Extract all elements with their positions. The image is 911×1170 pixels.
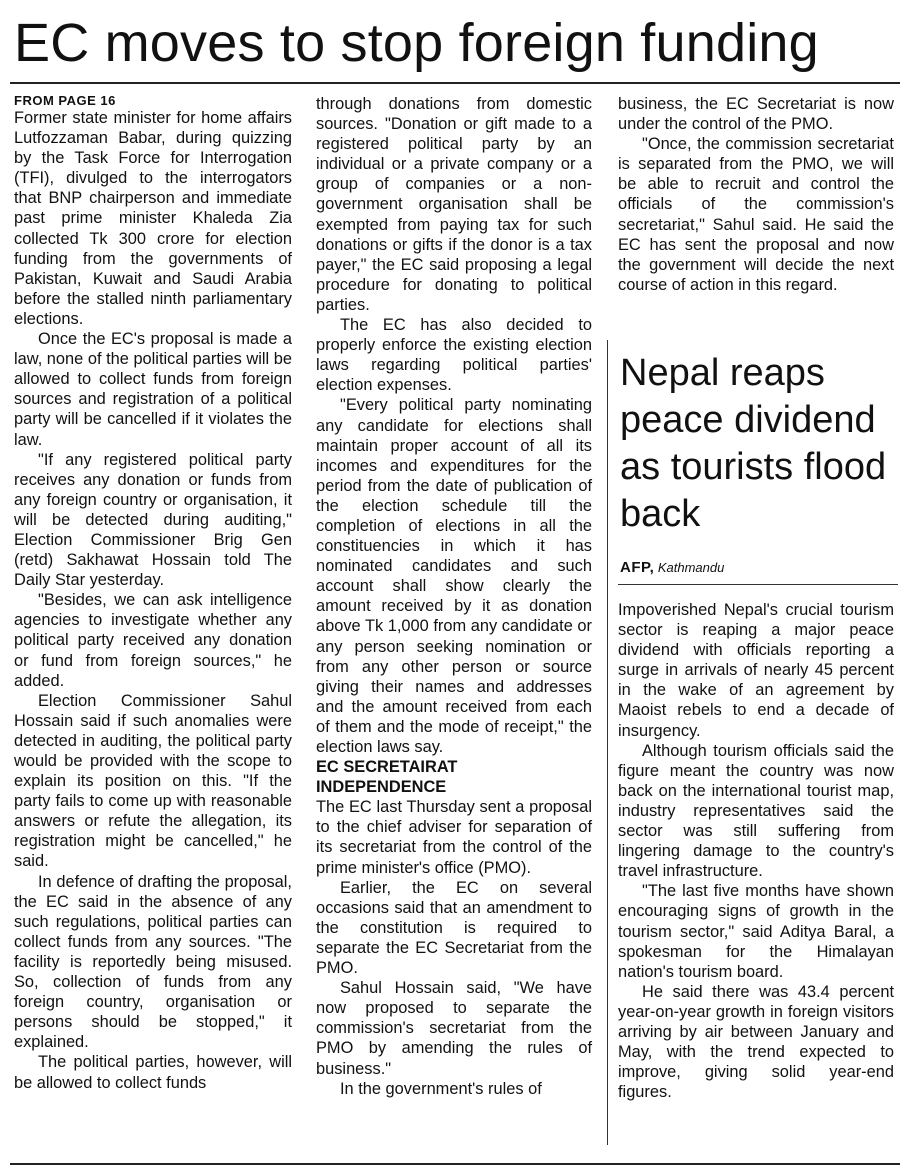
paragraph: Earlier, the EC on several occasions said that an amendment to the constitution is required to separate the EC Secretariat from the PMO. <box>316 878 592 978</box>
paragraph: Impoverished Nepal's crucial tourism sector is reaping a major peace dividend with officials reporting a surge in arrivals of nearly 45 percent in the wake of an agreement by Maoist rebels to end a decade of insurgency. <box>618 601 894 740</box>
paragraph: In the government's rules of <box>340 1079 542 1098</box>
section-subhead: EC SECRETAIRAT INDEPENDENCE <box>316 758 458 797</box>
paragraph: The EC has also decided to properly enforce the existing election laws regarding political parties' election expenses. <box>316 316 592 395</box>
paragraph: Although tourism officials said the figure meant the country was now back on the international tourist map, industry representatives said the sector was still suffering from lingering damage to the country's travel infrastructure. <box>618 741 894 881</box>
top-divider <box>10 82 900 84</box>
paragraph: business, the EC Secretariat is now under the control of the PMO. <box>618 95 894 134</box>
paragraph: "If any registered political party receives any donation or funds from any foreign country or organisation, it will be detected during auditing," Election Commissioner Brig Gen (retd) Sakhawat Hossain told The Daily Star yesterday. <box>14 450 292 590</box>
paragraph: through donations from domestic sources. "Donation or gift made to a registered political party by an individual or a private company or a group of companies or a non-government organisation shall be exempted from paying tax for such donations or gifts if the donor is a tax payer," the EC said proposing a legal procedure for donating to political parties. <box>316 95 592 314</box>
article-column-1 <box>14 94 292 1093</box>
paragraph: "Besides, we can ask intelligence agencies to investigate whether any political party received any donation or fund from foreign sources," he added. <box>14 591 292 690</box>
paragraph: He said there was 43.4 percent year-on-year growth in foreign visitors arriving by air between January and May, with the trend expected to improve, giving solid year-end figures. <box>618 982 894 1102</box>
paragraph: "Every political party nominating any candidate for elections shall maintain proper account of all its incomes and expenditures for the period from the date of publication of the election schedule till the completion of elections in all the constituencies in which it has nominated candidates and such account shall show clearly the amount received by it as donation above Tk 1,000 from any candidate or any person seeking nomination or from any other person or source giving their names and addresses and the amount received from each of them and the mode of receipt," the election laws say. <box>316 396 592 756</box>
article-column-3 <box>618 94 894 295</box>
column-divider <box>607 340 608 1145</box>
main-headline: EC moves to stop foreign funding <box>14 13 819 73</box>
paragraph: "The last five months have shown encouraging signs of growth in the tourism sector," said Aditya Baral, a spokesman for the Himalayan nation's tourism board. <box>618 882 894 981</box>
paragraph: "Once, the commission secretariat is separated from the PMO, we will be able to recruit and control the officials of the commission's secretariat," Sahul said. He said the EC has sent the proposal and now the government will decide the next course of action in this regard. <box>618 135 894 294</box>
paragraph: The political parties, however, will be allowed to collect funds <box>14 1053 292 1092</box>
article-column-4 <box>618 600 894 1102</box>
byline <box>620 560 896 576</box>
paragraph: In defence of drafting the proposal, the EC said in the absence of any such regulations, political parties can collect funds from any sources. "The facility is reportedly being misused. So, collection of funds from any foreign country, organisation or persons should be stopped," it explained. <box>14 872 292 1052</box>
article-column-2 <box>316 94 592 1099</box>
second-headline: Nepal reaps peace dividend as tourists flood back <box>620 352 887 535</box>
paragraph: Former state minister for home affairs Lutfozzaman Babar, during quizzing by the Task Force for Interrogation (TFI), divulged to the interrogators that BNP chairperson and immediate past prime minister Khaleda Zia collected Tk 300 crore for election funding from the governments of Pakistan, Kuwait and Saudi Arabia before the stalled ninth parliamentary elections. <box>14 109 292 328</box>
bottom-divider <box>10 1163 900 1165</box>
continuation-kicker: FROM PAGE 16 <box>14 93 116 108</box>
byline-source: AFP, <box>620 559 655 576</box>
paragraph: Sahul Hossain said, "We have now proposed to separate the commission's secretariat from the PMO by amending the rules of business." <box>316 979 592 1078</box>
paragraph: Election Commissioner Sahul Hossain said if such anomalies were detected in auditing, the political party would be provided with the scope to explain its position on this. "If the party fails to come up with reasonable answers or refute the allegation, its registration might be cancelled," he said. <box>14 691 292 871</box>
byline-location: Kathmandu <box>657 560 725 575</box>
byline-divider <box>618 584 898 585</box>
paragraph: Once the EC's proposal is made a law, none of the political parties will be allowed to collect funds from foreign sources and registration of a political party will be cancelled if it violates the law. <box>14 330 292 449</box>
paragraph: The EC last Thursday sent a proposal to the chief adviser for separation of its secretariat from the control of the prime minister's office (PMO). <box>316 798 592 877</box>
